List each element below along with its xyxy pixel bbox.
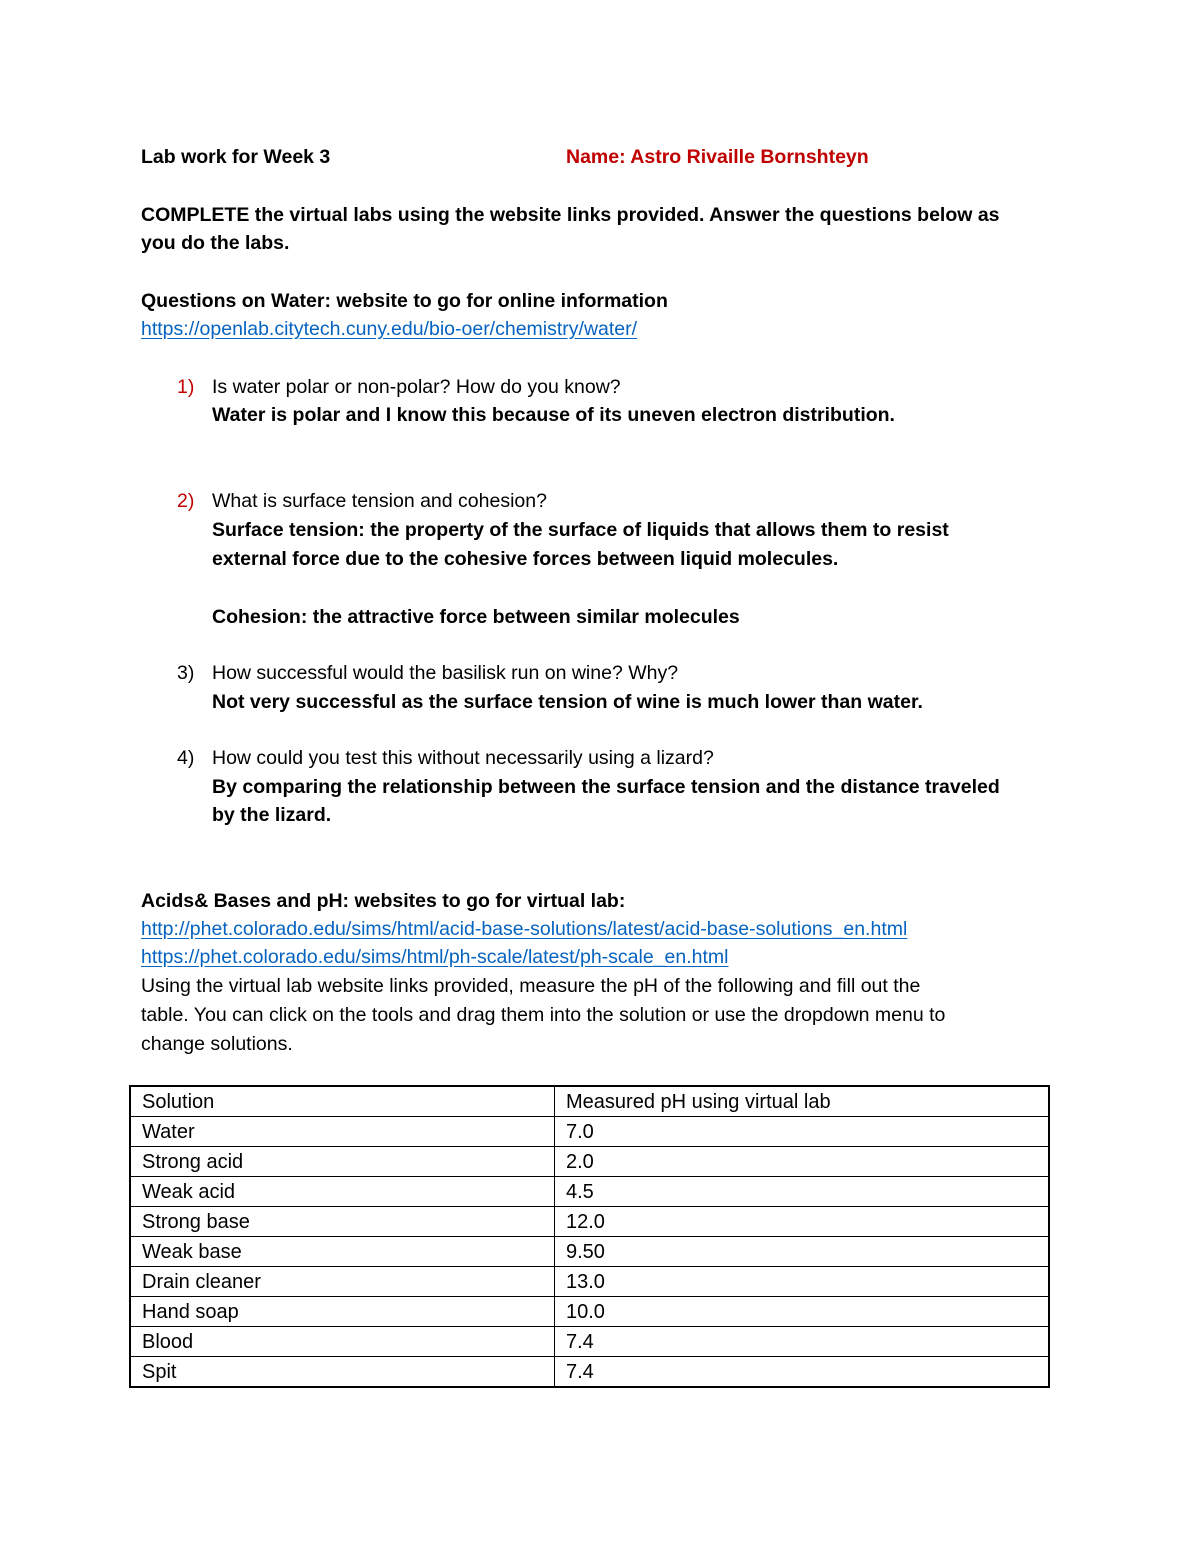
instructions-line-1: Using the virtual lab website links provided, measure the pH of the following and fill out the <box>141 975 921 997</box>
intro-line-1: COMPLETE the virtual labs using the website links provided. Answer the questions below as <box>141 204 1000 226</box>
question-3-text: How successful would the basilisk run on wine? Why? <box>212 662 679 684</box>
ph-value-cell: 4.5 <box>555 1177 1050 1207</box>
ph-value-cell: 7.4 <box>555 1357 1050 1388</box>
solution-cell: Water <box>130 1117 555 1147</box>
question-1-text: Is water polar or non-polar? How do you know? <box>212 376 621 398</box>
table-row <box>130 1117 1049 1147</box>
answer-2-line-2: external force due to the cohesive forces between liquid molecules. <box>212 548 839 570</box>
ph-value-cell: 7.0 <box>555 1117 1050 1147</box>
header-measured-ph: Measured pH using virtual lab <box>555 1086 1050 1117</box>
answer-2-line-3: Cohesion: the attractive force between similar molecules <box>212 606 740 628</box>
solution-cell: Weak acid <box>130 1177 555 1207</box>
table-row <box>130 1357 1049 1388</box>
ph-value-cell: 10.0 <box>555 1297 1050 1327</box>
question-4-text: How could you test this without necessarily using a lizard? <box>212 747 714 769</box>
header-solution: Solution <box>130 1086 555 1117</box>
table-row <box>130 1207 1049 1237</box>
acid-base-solutions-link[interactable]: http://phet.colorado.edu/sims/html/acid-base-solutions/latest/acid-base-solutions_en.html <box>141 918 908 940</box>
answer-3-line-1: Not very successful as the surface tension of wine is much lower than water. <box>212 691 923 713</box>
solution-cell: Blood <box>130 1327 555 1357</box>
water-section-heading: Questions on Water: website to go for online information <box>141 290 668 312</box>
instructions-line-2: table. You can click on the tools and drag them into the solution or use the dropdown menu to <box>141 1004 946 1026</box>
question-4-number: 4) <box>177 747 195 769</box>
ph-value-cell: 7.4 <box>555 1327 1050 1357</box>
answer-2-line-1: Surface tension: the property of the surface of liquids that allows them to resist <box>212 519 949 541</box>
question-1-number: 1) <box>177 376 195 398</box>
student-name: Name: Astro Rivaille Bornshteyn <box>566 146 869 168</box>
water-info-link[interactable]: https://openlab.citytech.cuny.edu/bio-oer/chemistry/water/ <box>141 318 638 340</box>
table-row <box>130 1327 1049 1357</box>
doc-title: Lab work for Week 3 <box>141 146 331 168</box>
table-row <box>130 1237 1049 1267</box>
table-header-row <box>130 1086 1049 1117</box>
solution-cell: Strong base <box>130 1207 555 1237</box>
instructions-line-3: change solutions. <box>141 1033 293 1055</box>
intro-line-2: you do the labs. <box>141 232 290 254</box>
solution-cell: Weak base <box>130 1237 555 1267</box>
ph-measurement-table <box>129 1085 1050 1388</box>
answer-4-line-1: By comparing the relationship between the surface tension and the distance traveled <box>212 776 1000 798</box>
table-row <box>130 1177 1049 1207</box>
answer-1-line-1: Water is polar and I know this because of its uneven electron distribution. <box>212 404 895 426</box>
ph-value-cell: 2.0 <box>555 1147 1050 1177</box>
acids-section-heading: Acids& Bases and pH: websites to go for virtual lab: <box>141 890 626 912</box>
answer-4-line-2: by the lizard. <box>212 804 332 826</box>
solution-cell: Strong acid <box>130 1147 555 1177</box>
solution-cell: Hand soap <box>130 1297 555 1327</box>
table-row <box>130 1297 1049 1327</box>
table-row <box>130 1147 1049 1177</box>
ph-value-cell: 13.0 <box>555 1267 1050 1297</box>
solution-cell: Drain cleaner <box>130 1267 555 1297</box>
solution-cell: Spit <box>130 1357 555 1388</box>
ph-scale-link[interactable]: https://phet.colorado.edu/sims/html/ph-scale/latest/ph-scale_en.html <box>141 946 729 968</box>
question-2-text: What is surface tension and cohesion? <box>212 490 547 512</box>
question-2-number: 2) <box>177 490 195 512</box>
question-3-number: 3) <box>177 662 195 684</box>
ph-value-cell: 9.50 <box>555 1237 1050 1267</box>
table-row <box>130 1267 1049 1297</box>
ph-value-cell: 12.0 <box>555 1207 1050 1237</box>
